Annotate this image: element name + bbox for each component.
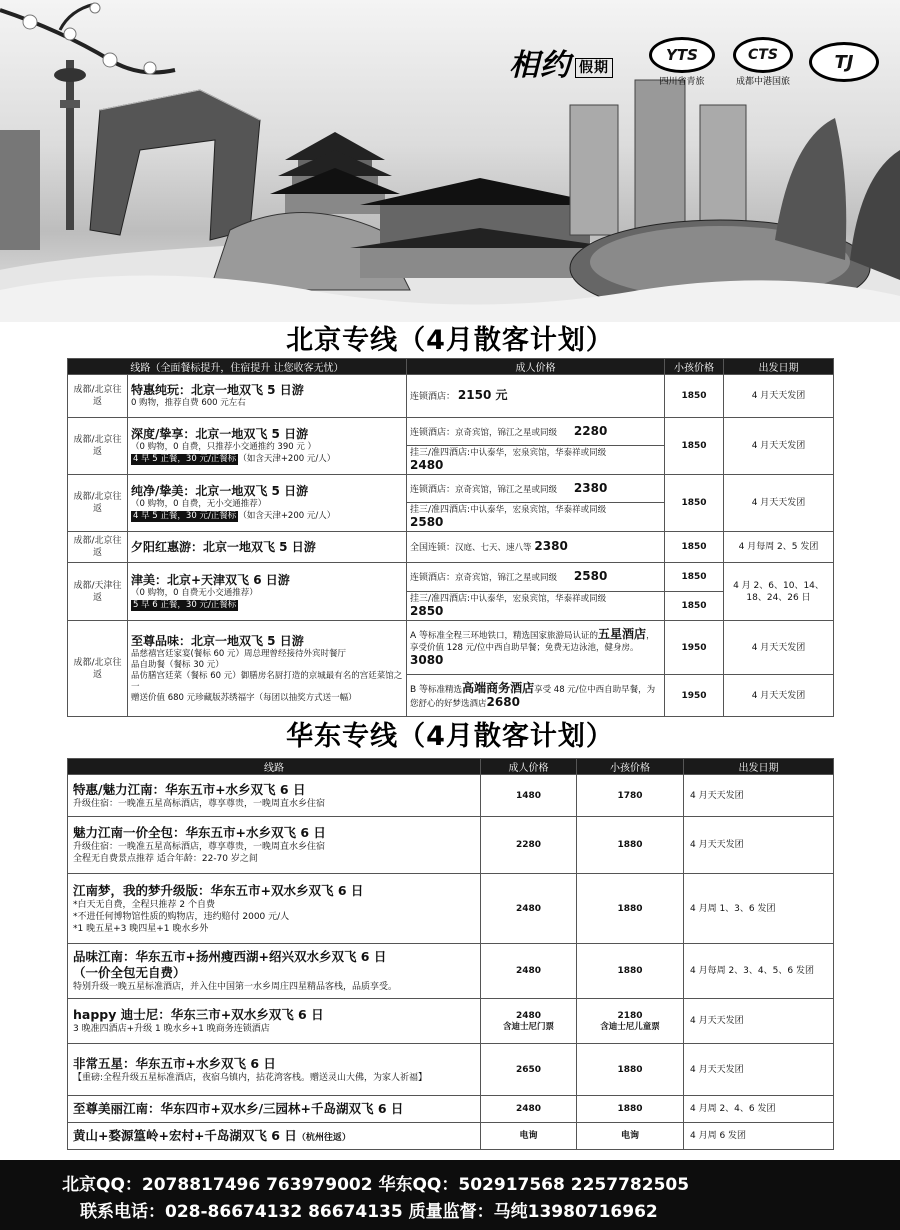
departure-date: 4 月周 6 发团 [684,1123,834,1150]
product-note: *1 晚五星+3 晚四星+1 晚水乡外 [73,923,209,934]
header-child-price: 小孩价格 [577,759,684,775]
product-cell [128,375,407,418]
child-price: 1880 [577,874,684,944]
beijing-section-title: 北京专线（4月散客计划） [286,325,614,356]
hotel-detail: 中认泰华，宏泉宾馆，华泰祥或同级 [470,505,607,515]
table-row [68,775,834,817]
hotel-label: 连锁酒店： [410,573,456,583]
child-price: 1780 [577,775,684,817]
child-price: 1850 [665,418,724,475]
header-route: 线路（全面餐标提升，住宿提升 让您收客无忧） [68,359,407,375]
route-cell: 成都/北京往返 [68,418,128,475]
table-row [68,532,834,563]
departure-date: 4 月天天发团 [724,675,834,717]
departure-date: 4 月天天发团 [684,999,834,1044]
tianjin-note: （如含天津+200 元/人） [238,454,336,464]
route-cell: 成都/北京往返 [68,475,128,532]
product-note: 升级住宿：一晚准五星高标酒店，尊享尊贵，一晚周直水乡住宿 [73,842,326,852]
adult-price: 2580 [410,515,444,529]
child-price-note: 含迪士尼儿童票 [600,1022,660,1032]
table-row [68,874,834,944]
adult-price: 2280 [573,423,608,438]
table-row [68,563,834,592]
hotel-label: 连锁酒店： [410,484,456,495]
departure-date: 4 月天天发团 [724,475,834,532]
hotel-price-cell [407,475,665,503]
hotel-label: 挂三/准四酒店: [410,448,471,458]
hotel-price-cell [407,592,665,621]
header-departure: 出发日期 [724,359,834,375]
adult-price: 2480 [410,458,444,472]
hotel-detail: 中认泰华，宏泉宾馆，华泰祥或同级 [470,594,607,604]
child-price: 1850 [665,563,724,592]
table-row [68,418,834,446]
product-cell [68,999,481,1044]
child-price-cell [577,999,684,1044]
product-name: 江南梦，我的梦升级版：华东五市+双水乡双飞 6 日 [73,882,364,898]
product-cell [68,944,481,999]
hotel-detail: 京奇宾馆，锦江之星或同级 [455,484,558,495]
qq-contacts: 北京QQ：2078817496 763979002 华东QQ：502917568 2257782505 [62,1175,690,1195]
grade-label: A 等 [410,630,429,641]
adult-price: 2580 [573,569,608,583]
hotel-price-cell [407,503,665,532]
product-note: （0 购物，0 自费无小交通推荐） [131,587,258,598]
hotel-label: 挂三/准四酒店: [410,505,471,515]
header-adult-price: 成人价格 [481,759,577,775]
product-cell [128,532,407,563]
product-cell [128,475,407,532]
hotel-detail: 汉庭、七天、速八等 [455,543,532,553]
product-note: （0 购物，0 自费，无小交通推荐） [131,499,267,509]
product-subtitle: （一价全包无自费） [73,965,186,980]
meal-note: 5 早 6 正餐，30 元/正餐标 [133,599,237,610]
hotel-label: 挂三/准四酒店: [410,594,471,604]
tj-logo: TJ [806,36,882,88]
hotel-price-cell [407,532,665,563]
cts-logo: CTS 成都中港国旅 [728,36,798,88]
product-note: 全程无自费景点推荐 适合年龄：22-70 岁之间 [73,854,258,864]
product-cell [128,563,407,621]
meal-note: 4 早 5 正餐，30 元/正餐标 [133,511,237,521]
product-name: 非常五星：华东五市+水乡双飞 6 日 [73,1055,276,1071]
table-row [68,817,834,874]
hotel-label: 连锁酒店： [410,427,456,438]
adult-price: 2380 [573,480,608,495]
hotel-label: 全国连锁： [410,543,456,553]
adult-price: 2680 [486,694,520,709]
child-price: 1950 [665,675,724,717]
adult-price: 2380 [534,539,568,553]
child-price: 1880 [577,1096,684,1123]
hotel-label: 标准精选 [428,684,463,695]
hotel-detail: 享受 48 元/位中西自助早餐，为您舒心的好梦选酒店 [410,684,656,709]
huadong-table-header [68,759,834,775]
product-name: 至尊美丽江南：华东四市+双水乡/三园林+千岛湖双飞 6 日 [73,1101,404,1116]
route-cell: 成都/天津往返 [68,563,128,621]
route-cell: 成都/北京往返 [68,621,128,717]
adult-price: 2150 元 [457,388,508,402]
child-price: 2180 [617,1011,643,1021]
product-note: 升级住宿：一晚准五星高标酒店，尊享尊贵，一晚周直水乡住宿 [73,798,326,809]
hotel-price-cell [407,375,665,418]
departure-date: 4 月天天发团 [724,621,834,675]
hotel-price-cell [407,418,665,446]
product-note: 品慈禧宫廷家宴(餐标 60 元）周总理曾经接待外宾时餐厅 [131,648,347,659]
adult-price: 2650 [481,1044,577,1096]
hotel-price-cell [407,675,665,717]
product-cell [68,775,481,817]
departure-date: 4 月周 1、3、6 发团 [684,874,834,944]
yts-logo: YTS 四川省青旅 [644,36,720,88]
adult-price: 2480 [481,1096,577,1123]
child-price: 1950 [665,621,724,675]
child-price: 1880 [577,817,684,874]
child-price: 1850 [665,532,724,563]
product-note: 特别升级一晚五星标准酒店，并入住中国第一水乡周庄四星精品客栈，品质享受。 [73,982,398,992]
product-note: 品仿膳宫廷菜（餐标 60 元）御膳房名厨打造的京城最有名的宫廷菜馆之一 [131,670,403,692]
route-note: （杭州往返） [296,1133,351,1143]
header-departure: 出发日期 [684,759,834,775]
meal-note: 4 早 5 正餐，30 元/正餐标 [133,454,237,464]
beijing-table-header [68,359,834,375]
departure-date: 4 月天天发团 [724,375,834,418]
product-cell [68,1044,481,1096]
product-name: 津美：北京+天津双飞 6 日游 [131,572,290,587]
hotel-grade: 五星酒店 [598,626,647,641]
hotel-price-cell [407,446,665,475]
departure-date: 4 月天天发团 [684,817,834,874]
adult-price: 1480 [481,775,577,817]
departure-date: 4 月 2、6、10、14、18、24、26 日 [724,563,834,621]
table-row [68,475,834,503]
table-row [68,621,834,675]
child-price: 1880 [577,1044,684,1096]
product-note: 3 晚准四酒店+升级 1 晚水乡+1 晚商务连锁酒店 [73,1024,270,1034]
product-note: 赠送价值 680 元珍藏版苏绣福字（每团以抽奖方式送一幅） [131,692,357,703]
product-name: 品味江南：华东五市+扬州瘦西湖+绍兴双水乡双飞 6 日 [73,949,387,964]
adult-price: 2280 [481,817,577,874]
table-row [68,999,834,1044]
hotel-grade: 高端商务酒店 [462,680,535,695]
product-note: 0 购物，推荐自费 600 元左右 [131,398,246,408]
product-note: （0 购物，0 自费，只推荐小交通推约 390 元 ） [131,442,317,452]
departure-date: 4 月每周 2、3、4、5、6 发团 [684,944,834,999]
product-cell [128,621,407,717]
product-name: 深度/挚享：北京一地双飞 5 日游 [131,427,309,441]
hotel-label: 标准全程三环地铁口，精选国家旅游局认证的 [428,630,599,641]
adult-price-note: 含迪士尼门票 [502,1022,554,1032]
adult-price: 2480 [481,944,577,999]
route-cell: 成都/北京往返 [68,532,128,563]
departure-date: 4 月天天发团 [684,1044,834,1096]
product-name: happy 迪士尼：华东三市+双水乡双飞 6 日 [73,1007,324,1022]
adult-price: 2850 [410,604,444,618]
xiangyue-logo: 相约 假期 [486,36,636,88]
route-cell: 成都/北京往返 [68,375,128,418]
product-name: 特惠纯玩：北京一地双飞 5 日游 [131,383,304,397]
banner-image [0,0,900,322]
product-cell [68,817,481,874]
hotel-price-cell [407,563,665,592]
beijing-table [67,358,834,717]
product-name: 纯净/挚美：北京一地双飞 5 日游 [131,484,309,498]
table-row [68,1123,834,1150]
hotel-price-cell [407,621,665,675]
product-cell [68,1123,481,1150]
product-name: 夕阳红惠游：北京一地双飞 5 日游 [131,539,316,554]
child-price: 1850 [665,475,724,532]
adult-price: 3080 [410,652,444,667]
table-row [68,944,834,999]
contact-footer [0,1160,900,1230]
product-name: 魅力江南一价全包：华东五市+水乡双飞 6 日 [73,825,326,840]
huadong-section-title: 华东专线（4月散客计划） [286,721,614,752]
grade-label: B 等 [410,684,429,695]
departure-date: 4 月天天发团 [684,775,834,817]
hotel-detail: 京奇宾馆，锦江之星或同级 [455,427,558,438]
product-cell [68,1096,481,1123]
child-price: 电询 [577,1123,684,1150]
product-name: 特惠/魅力江南：华东五市+水乡双飞 6 日 [73,781,306,797]
product-note: *不进任何博物馆性质的购物店，违约赔付 2000 元/人 [73,911,290,922]
huadong-table [67,758,834,1150]
adult-price: 2480 [481,874,577,944]
product-name: 至尊品味：北京一地双飞 5 日游 [131,633,304,648]
hotel-detail: ，享受价值 128 元/位中西自助早餐；免费无边泳池，健身房。 [410,630,655,653]
product-cell [68,874,481,944]
product-name: 黄山+婺源篁岭+宏村+千岛湖双飞 6 日 [73,1128,297,1143]
adult-price: 2480 [515,1011,542,1021]
phone-contacts: 联系电话：028-86674132 86674135 质量监督：马纯13980716962 [80,1202,658,1222]
table-row [68,1096,834,1123]
hotel-label: 连锁酒店： [410,392,456,402]
header-adult-price: 成人价格 [407,359,665,375]
product-note: *白天无自费，全程只推荐 2 个自费 [73,899,215,910]
adult-price-cell [481,999,577,1044]
child-price: 1880 [577,944,684,999]
hotel-detail: 中认泰华，宏泉宾馆，华泰祥或同级 [470,448,607,458]
adult-price: 电询 [481,1123,577,1150]
departure-date: 4 月周 2、4、6 发团 [684,1096,834,1123]
product-cell [128,418,407,475]
child-price: 1850 [665,592,724,621]
product-note: 【重磅:全程升级五星标准酒店，夜宿乌镇内，拈花湾客栈。赠送灵山大佛，为家人祈福】 [73,1072,428,1083]
tianjin-note: （如含天津+200 元/人） [238,511,336,521]
header-child-price: 小孩价格 [665,359,724,375]
header-route: 线路 [68,759,481,775]
departure-date: 4 月天天发团 [724,418,834,475]
table-row [68,1044,834,1096]
hotel-detail: 京奇宾馆，锦江之星或同级 [455,573,558,583]
child-price: 1850 [665,375,724,418]
product-note: 品自助餐（餐标 30 元） [131,659,224,670]
table-row [68,375,834,418]
departure-date: 4 月每周 2、5 发团 [724,532,834,563]
